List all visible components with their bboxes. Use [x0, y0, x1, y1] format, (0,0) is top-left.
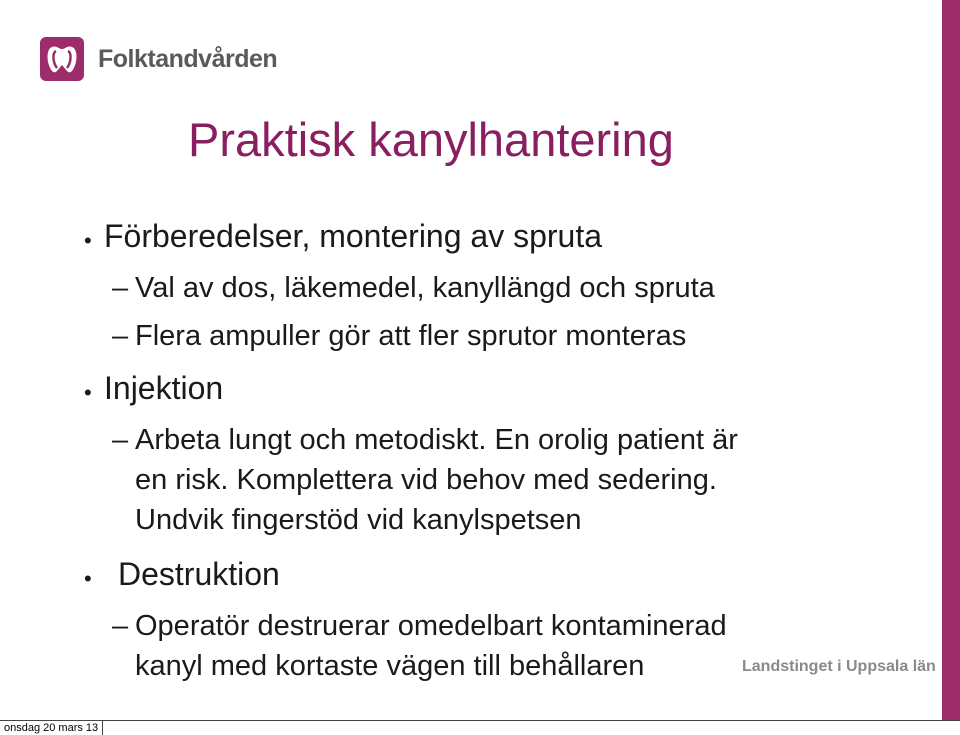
folktandvarden-logo	[38, 33, 277, 85]
section-heading: Förberedelser, montering av spruta	[104, 218, 603, 254]
bullet-icon: •	[84, 380, 92, 405]
tooth-logo-icon	[38, 35, 86, 83]
slide-title: Praktisk kanylhantering	[188, 113, 674, 166]
list-item-line: Undvik fingerstöd vid kanylspetsen	[135, 504, 582, 536]
dash-icon: –	[112, 610, 129, 642]
bullet-icon: •	[84, 228, 92, 253]
accent-bar	[942, 0, 960, 720]
dash-icon: –	[112, 424, 129, 456]
list-item: Flera ampuller gör att fler sprutor monteras	[135, 320, 687, 352]
list-item: Val av dos, läkemedel, kanyllängd och spruta	[135, 272, 715, 304]
section-heading: Injektion	[104, 370, 224, 406]
logo-text: Folktandvården	[98, 44, 278, 73]
list-item-line: Arbeta lungt och metodiskt. En orolig patient är	[135, 424, 738, 456]
landstinget-logo: Landstinget i Uppsala län	[742, 658, 936, 675]
section-heading: Destruktion	[118, 556, 280, 592]
list-item-line: en risk. Komplettera vid behov med sedering.	[135, 464, 717, 496]
dash-icon: –	[112, 320, 129, 352]
list-item-line: kanyl med kortaste vägen till behållaren	[135, 650, 645, 682]
dash-icon: –	[112, 272, 129, 304]
date-label: onsdag 20 mars 13	[0, 721, 103, 735]
status-strip	[0, 720, 960, 735]
list-item-line: Operatör destruerar omedelbart kontaminerad	[135, 610, 727, 642]
bullet-icon: •	[84, 566, 92, 591]
